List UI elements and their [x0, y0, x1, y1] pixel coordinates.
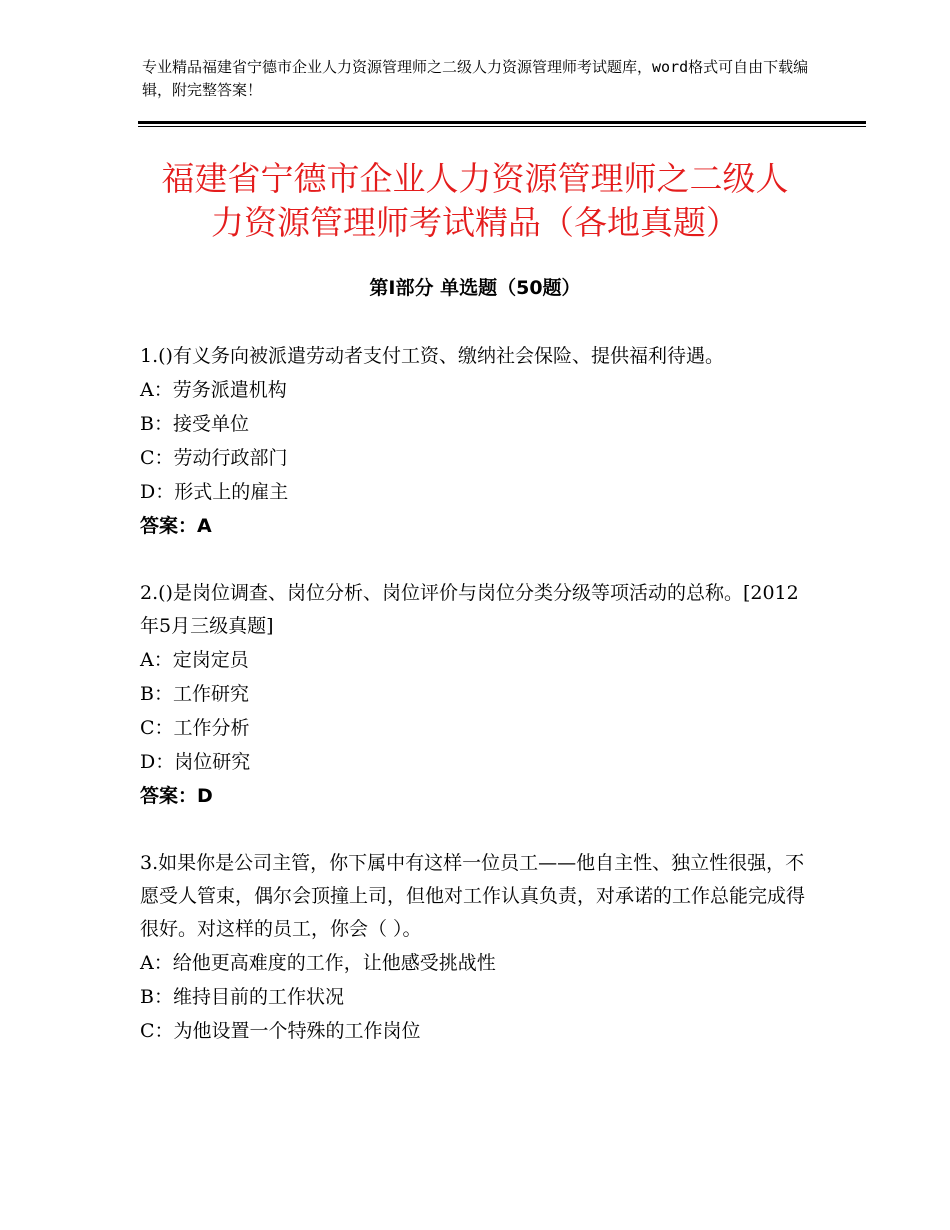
- option-a: A：给他更高难度的工作，让他感受挑战性: [140, 952, 496, 974]
- question-stem: 1.()有义务向被派遣劳动者支付工资、缴纳社会保险、提供福利待遇。: [140, 345, 724, 367]
- header-rule-thick: [138, 121, 866, 124]
- option-b: B：维持目前的工作状况: [140, 986, 344, 1008]
- option-c: C：工作分析: [140, 717, 250, 739]
- option-a: A：劳务派遣机构: [140, 379, 287, 401]
- question-stem: 2.()是岗位调查、岗位分析、岗位评价与岗位分类分级等项活动的总称。[2012年5月三级真题]: [140, 582, 799, 637]
- option-c: C：劳动行政部门: [140, 447, 288, 469]
- option-b: B：工作研究: [140, 683, 249, 705]
- question-2: [140, 577, 810, 813]
- answer: 答案：D: [140, 785, 213, 807]
- title-line-1: 福建省宁德市企业人力资源管理师之二级人: [161, 159, 789, 198]
- document-title: [100, 157, 850, 245]
- header-rule-thin: [138, 126, 866, 127]
- section-title: 第Ⅰ部分 单选题（50题）: [369, 277, 581, 299]
- question-list: [140, 340, 810, 1082]
- question-3: [140, 847, 810, 1048]
- header-note: 专业精品福建省宁德市企业人力资源管理师之二级人力资源管理师考试题库，word格式可自由下载编辑，附完整答案！: [142, 58, 809, 99]
- title-line-2: 力资源管理师考试精品（各地真题）: [211, 203, 739, 242]
- option-b: B：接受单位: [140, 413, 249, 435]
- answer: 答案：A: [140, 515, 212, 537]
- question-1: [140, 340, 810, 543]
- question-stem: 3.如果你是公司主管，你下属中有这样一位员工——他自主性、独立性很强，不愿受人管束，偶尔会顶撞上司，但他对工作认真负责，对承诺的工作总能完成得很好。对这样的员工，你会（ ）。: [140, 852, 806, 940]
- option-a: A：定岗定员: [140, 649, 249, 671]
- option-d: D：形式上的雇主: [140, 481, 289, 503]
- option-d: D：岗位研究: [140, 751, 251, 773]
- option-c: C：为他设置一个特殊的工作岗位: [140, 1020, 421, 1042]
